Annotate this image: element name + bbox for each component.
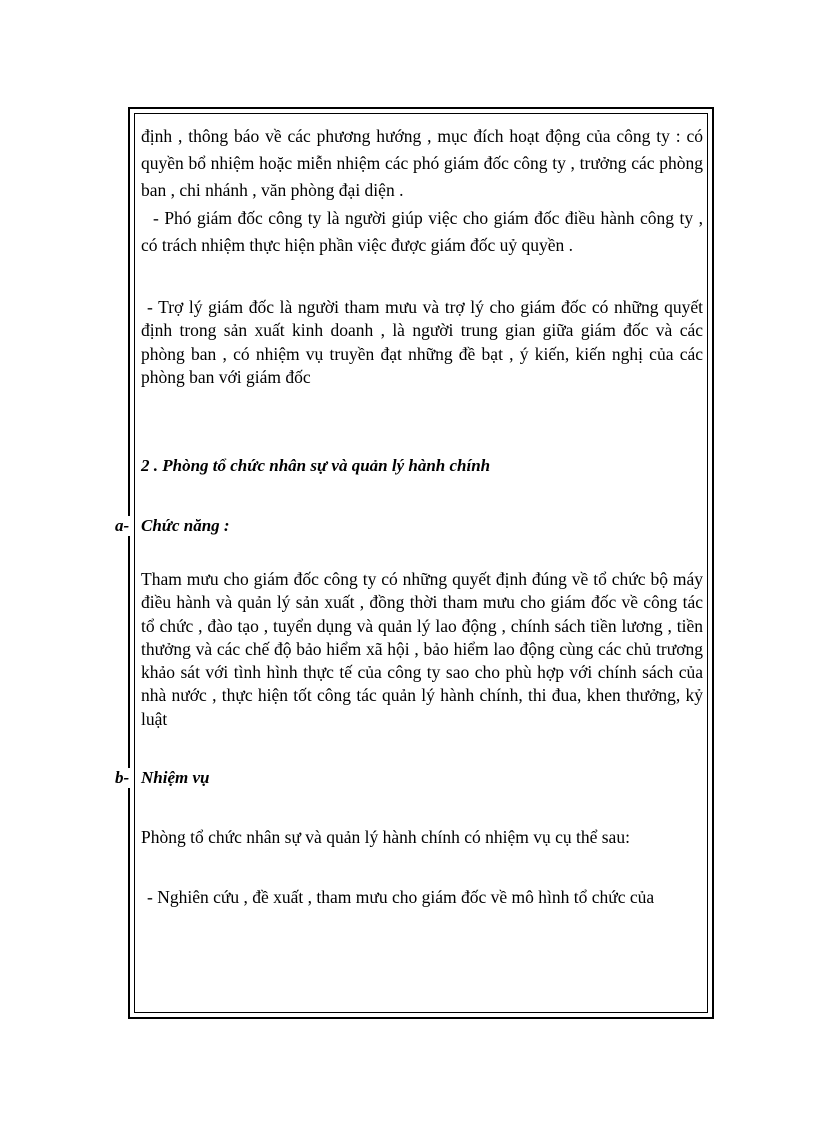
paragraph-assistant-director: - Trợ lý giám đốc là người tham mưu và trợ lý cho giám đốc có những quyết định trong sản xuất kinh doanh , là người trung gian giữa giám đốc và các phòng ban , có nhiệm vụ truyền đạt những đề bạt , ý kiến, kiến nghị của các phòng ban với giám đốc [141,297,703,387]
paragraph-director-authority: định , thông báo về các phương hướng , mục đích hoạt động của công ty : có quyền bổ nhiệm hoặc miễn nhiệm các phó giám đốc công ty , trưởng các phòng ban , chi nhánh , văn phòng đại diện . [141,126,703,200]
paragraph-duties-item: - Nghiên cứu , đề xuất , tham mưu cho giám đốc về mô hình tổ chức của [147,887,655,907]
duties-heading: Nhiệm vụ [141,768,210,787]
paragraph-deputy-director: - Phó giám đốc công ty là người giúp việc cho giám đốc điều hành công ty , có trách nhiệm thực hiện phần việc được giám đốc uỷ quyền . [141,208,703,255]
function-heading: Chức năng : [141,516,230,535]
list-marker-b: b- [115,768,130,787]
paragraph-duties-intro: Phòng tổ chức nhân sự và quản lý hành chính có nhiệm vụ cụ thể sau: [141,827,630,847]
list-marker-a: a- [115,516,130,535]
section-heading: 2 . Phòng tổ chức nhân sự và quản lý hành chính [141,456,491,475]
paragraph-function: Tham mưu cho giám đốc công ty có những quyết định đúng về tổ chức bộ máy điều hành và quản lý sản xuất , đồng thời tham mưu cho giám đốc về công tác tổ chức , đào tạo , tuyển dụng và quản lý lao động , chính sách tiền lương , tiền thưởng và các chế độ bảo hiểm xã hội , bảo hiểm lao động cùng các chủ trương khảo sát với tình hình thực tế của công ty sao cho phù hợp với chính sách của nhà nước , thực hiện tốt công tác quản lý hành chính, thi đua, khen thưởng, kỷ luật [141,569,703,729]
